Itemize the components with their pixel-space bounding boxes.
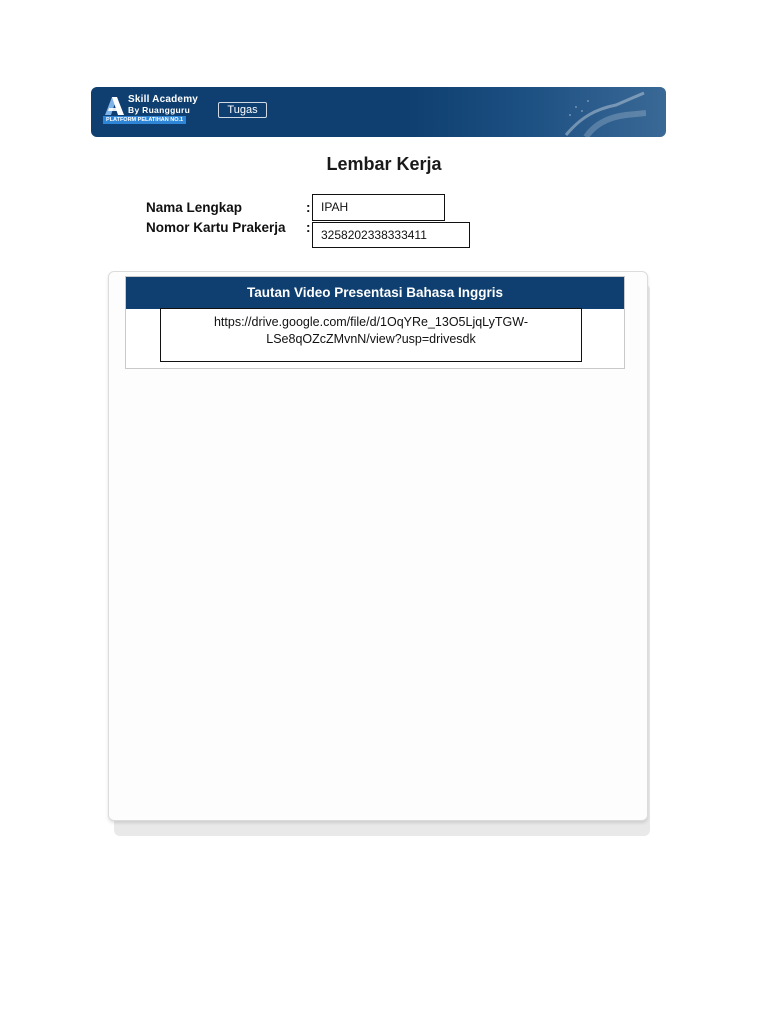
card-number-label: Nomor Kartu Prakerja <box>146 220 286 235</box>
video-link-url-line-1[interactable]: https://drive.google.com/file/d/1OqYRe_13O5LjqLyTGW- <box>213 315 529 329</box>
card-number-field: 3258202338333411 <box>312 222 470 248</box>
page-title: Lembar Kerja <box>326 154 442 174</box>
brand-tagline: PLATFORM PELATIHAN NO.1 <box>103 116 186 124</box>
name-label: Nama Lengkap <box>146 200 243 215</box>
hand-writing-decoration-icon <box>556 87 646 137</box>
video-link-url[interactable] <box>160 308 582 362</box>
brand-title: Skill Academy <box>128 94 199 105</box>
brand-subtitle: By Ruangguru <box>128 105 191 115</box>
skill-academy-logo-icon <box>103 96 125 116</box>
header-banner <box>91 87 666 137</box>
tugas-button[interactable]: Tugas <box>218 102 267 118</box>
video-link-header: Tautan Video Presentasi Bahasa Inggris <box>126 277 624 309</box>
video-link-url-line-2[interactable]: LSe8qOZcZMvnN/view?usp=drivesdk <box>266 332 476 346</box>
card-number-colon: : <box>306 220 311 235</box>
name-field: IPAH <box>312 194 445 221</box>
name-colon: : <box>306 200 311 215</box>
